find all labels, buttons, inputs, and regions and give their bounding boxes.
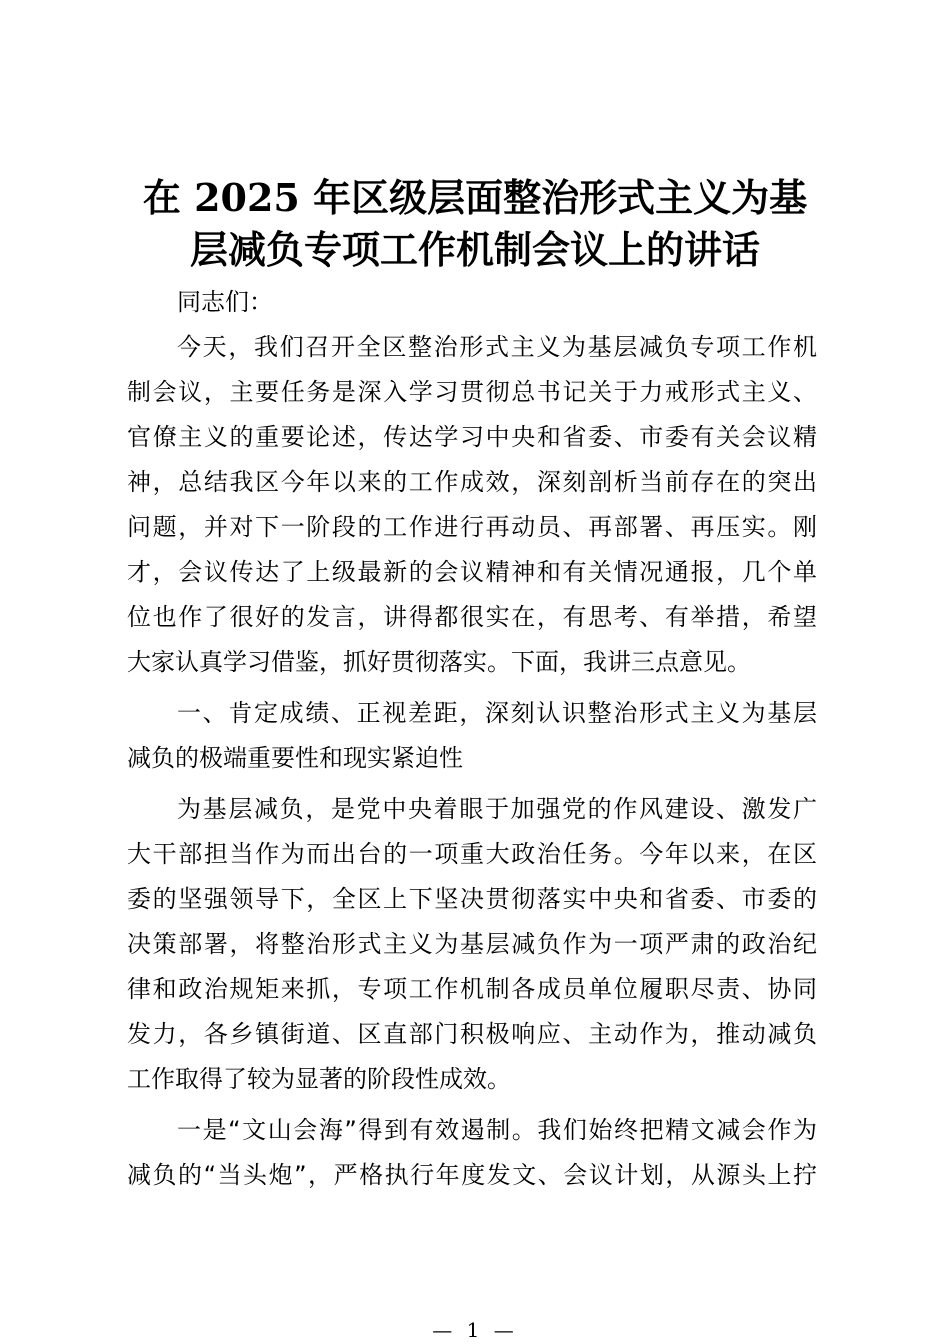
document-body — [127, 280, 817, 1198]
paragraph-line: 位也作了很好的发言，讲得都很实在，有思考、有举措，希望 — [127, 603, 817, 631]
paragraph-line: 一是“文山会海”得到有效遏制。我们始终把精文减会作为 — [177, 1116, 817, 1144]
paragraph-line: 官僚主义的重要论述，传达学习中央和省委、市委有关会议精 — [127, 423, 817, 451]
page-number: — 1 — — [432, 1318, 518, 1342]
paragraph-line: 今天，我们召开全区整治形式主义为基层减负专项工作机 — [177, 333, 817, 361]
heading-line: 一、肯定成绩、正视差距，深刻认识整治形式主义为基层 — [177, 699, 817, 727]
section-heading-1 — [127, 691, 817, 781]
paragraph-point-1 — [127, 1108, 817, 1198]
paragraph-line: 制会议，主要任务是深入学习贯彻总书记关于力戒形式主义、 — [127, 378, 817, 406]
heading-line: 减负的极端重要性和现实紧迫性 — [127, 744, 463, 772]
document-title — [120, 172, 830, 276]
paragraph-line: 才，会议传达了上级最新的会议精神和有关情况通报，几个单 — [127, 558, 817, 586]
paragraph-section-1 — [127, 787, 817, 1102]
paragraph-line: 神，总结我区今年以来的工作成效，深刻剖析当前存在的突出 — [127, 468, 817, 496]
salutation: 同志们： — [177, 288, 273, 316]
paragraph-line: 为基层减负，是党中央着眼于加强党的作风建设、激发广 — [177, 795, 817, 823]
title-line-1: 在 2025 年区级层面整治形式主义为基 — [142, 175, 808, 220]
paragraph-line: 律和政治规矩来抓，专项工作机制各成员单位履职尽责、协同 — [127, 975, 817, 1003]
paragraph-line: 工作取得了较为显著的阶段性成效。 — [127, 1065, 511, 1093]
paragraph-line: 大干部担当作为而出台的一项重大政治任务。今年以来，在区 — [127, 840, 817, 868]
paragraph-line: 委的坚强领导下，全区上下坚决贯彻落实中央和省委、市委的 — [127, 885, 817, 913]
paragraph-line: 决策部署，将整治形式主义为基层减负作为一项严肃的政治纪 — [127, 930, 817, 958]
paragraph-line: 大家认真学习借鉴，抓好贯彻落实。下面，我讲三点意见。 — [127, 648, 751, 676]
paragraph-line: 减负的“当头炮”，严格执行年度发文、会议计划，从源头上拧 — [127, 1161, 817, 1189]
paragraph-line: 发力，各乡镇街道、区直部门积极响应、主动作为，推动减负 — [127, 1020, 817, 1048]
paragraph-line: 问题，并对下一阶段的工作进行再动员、再部署、再压实。刚 — [127, 513, 817, 541]
title-line-2: 层减负专项工作机制会议上的讲话 — [189, 227, 760, 272]
paragraph-opening — [127, 325, 817, 685]
